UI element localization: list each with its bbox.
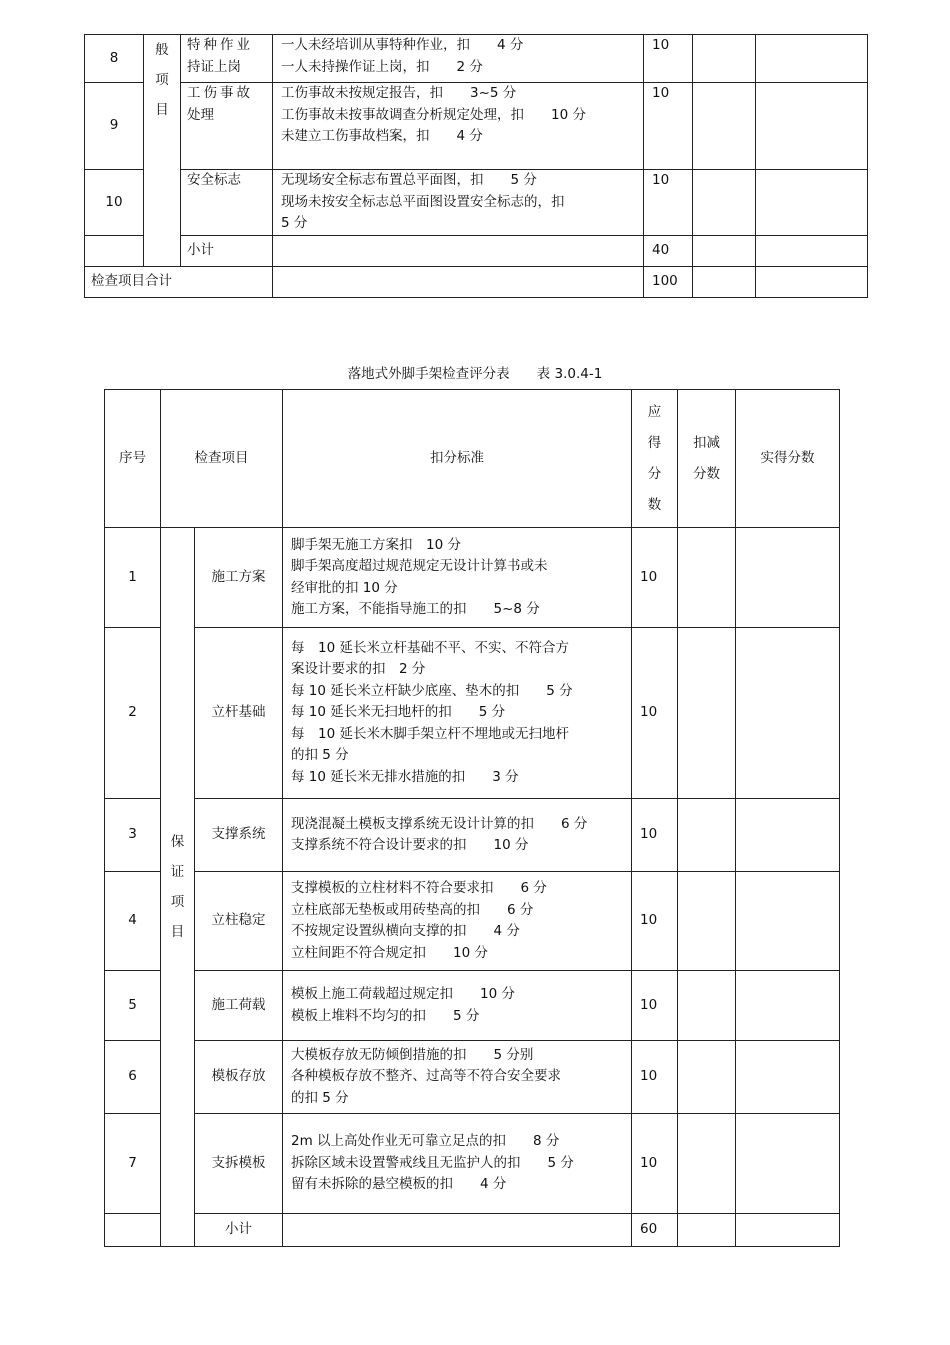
criteria-line: 无现场安全标志布置总平面图，扣 5 分 xyxy=(281,172,537,188)
row-number: 8 xyxy=(85,35,144,83)
full-score: 10 xyxy=(632,872,678,971)
item-name: 施工方案 xyxy=(195,528,283,628)
criteria-line: 未建立工伤事故档案，扣 4 分 xyxy=(281,128,483,144)
full-score: 10 xyxy=(632,799,678,872)
criteria-line: 支撑模板的立柱材料不符合要求扣 6 分 xyxy=(291,880,547,896)
deduction-criteria xyxy=(283,628,632,799)
subtotal-label: 小计 xyxy=(181,236,273,267)
full-score: 10 xyxy=(632,528,678,628)
actual-score xyxy=(736,1214,840,1247)
deduction-criteria xyxy=(273,267,644,298)
deduction-criteria xyxy=(283,971,632,1041)
actual-score xyxy=(756,267,868,298)
deducted-score xyxy=(678,872,736,971)
header-full-score xyxy=(632,390,678,528)
row-number: 9 xyxy=(85,83,144,170)
deduction-criteria xyxy=(273,35,644,83)
deducted-score xyxy=(678,971,736,1041)
deducted-score xyxy=(693,83,756,170)
actual-score xyxy=(736,1114,840,1214)
general-items-table xyxy=(84,34,868,298)
item-line: 处理 xyxy=(187,106,214,123)
header-item: 检查项目 xyxy=(161,390,283,528)
full-score: 10 xyxy=(644,170,693,236)
header-line: 扣减 xyxy=(693,434,720,451)
row-number xyxy=(105,1214,161,1247)
table-row xyxy=(105,971,840,1041)
category-char: 般 xyxy=(155,42,169,58)
criteria-line: 的扣 5 分 xyxy=(291,747,349,764)
item-name: 施工荷载 xyxy=(195,971,283,1041)
table-row xyxy=(85,170,868,236)
deduction-criteria xyxy=(273,83,644,170)
deducted-score xyxy=(678,799,736,872)
criteria-line: 现场未按安全标志总平面图设置安全标志的，扣 xyxy=(281,193,565,210)
item-name: 立柱稳定 xyxy=(195,872,283,971)
total-score: 100 xyxy=(644,267,693,298)
item-line: 安全标志 xyxy=(187,172,241,188)
criteria-line: 现浇混凝土模板支撑系统无设计计算的扣 6 分 xyxy=(291,815,588,832)
table-row xyxy=(105,799,840,872)
deducted-score xyxy=(678,628,736,799)
item-line: 工伤事故 xyxy=(187,85,253,101)
item-name xyxy=(181,170,273,236)
criteria-line: 施工方案，不能指导施工的扣 5~8 分 xyxy=(291,601,540,617)
actual-score xyxy=(736,971,840,1041)
category-char: 项 xyxy=(155,72,169,88)
category-char: 目 xyxy=(170,924,185,940)
criteria-line: 经审批的扣 10 分 xyxy=(291,579,398,596)
category-char: 保 xyxy=(170,834,185,850)
table-row xyxy=(85,83,868,170)
deduction-criteria xyxy=(283,1214,632,1247)
table-row xyxy=(85,35,868,83)
deduction-criteria xyxy=(283,799,632,872)
deducted-score xyxy=(678,1041,736,1114)
criteria-line: 不按规定设置纵横向支撑的扣 4 分 xyxy=(291,923,520,939)
criteria-line: 一人未经培训从事特种作业，扣 4 分 xyxy=(281,37,524,53)
actual-score xyxy=(736,1041,840,1114)
criteria-line: 支撑系统不符合设计要求的扣 10 分 xyxy=(291,837,529,853)
table-title: 落地式外脚手架检查评分表 表 3.0.4-1 xyxy=(347,366,603,382)
header-row xyxy=(105,390,840,528)
criteria-line: 脚手架无施工方案扣 10 分 xyxy=(291,536,461,553)
row-number: 4 xyxy=(105,872,161,971)
row-number: 7 xyxy=(105,1114,161,1214)
deduction-criteria xyxy=(283,1114,632,1214)
criteria-line: 留有未拆除的悬空模板的扣 4 分 xyxy=(291,1176,507,1193)
criteria-line: 每 10 延长米立杆缺少底座、垫木的扣 5 分 xyxy=(291,682,573,699)
header-char: 得 xyxy=(647,434,662,451)
row-number: 6 xyxy=(105,1041,161,1114)
actual-score xyxy=(756,35,868,83)
subtotal-row xyxy=(85,236,868,267)
header-char: 分 xyxy=(647,465,662,482)
category-cell xyxy=(144,35,181,267)
header-deduct xyxy=(678,390,736,528)
subtotal-score: 40 xyxy=(644,236,693,267)
actual-score xyxy=(756,170,868,236)
subtotal-score: 60 xyxy=(632,1214,678,1247)
header-char: 应 xyxy=(647,403,662,420)
criteria-line: 脚手架高度超过规范规定无设计计算书或未 xyxy=(291,558,548,574)
item-name: 支拆模板 xyxy=(195,1114,283,1214)
item-name xyxy=(181,83,273,170)
deducted-score xyxy=(678,528,736,628)
table-row xyxy=(105,528,840,628)
subtotal-label: 小计 xyxy=(195,1214,283,1247)
subtotal-row xyxy=(105,1214,840,1247)
criteria-line: 模板上施工荷载超过规定扣 10 分 xyxy=(291,986,515,1002)
header-criteria: 扣分标准 xyxy=(283,390,632,528)
actual-score xyxy=(736,872,840,971)
criteria-line: 大模板存放无防倾倒措施的扣 5 分别 xyxy=(291,1046,534,1063)
criteria-line: 模板上堆料不均匀的扣 5 分 xyxy=(291,1007,480,1024)
actual-score xyxy=(756,236,868,267)
deduction-criteria xyxy=(283,872,632,971)
row-number: 10 xyxy=(85,170,144,236)
item-line: 持证上岗 xyxy=(187,58,241,75)
item-name xyxy=(181,35,273,83)
header-actual: 实得分数 xyxy=(736,390,840,528)
item-name: 支撑系统 xyxy=(195,799,283,872)
row-number: 2 xyxy=(105,628,161,799)
deducted-score xyxy=(678,1114,736,1214)
actual-score xyxy=(756,83,868,170)
row-number: 5 xyxy=(105,971,161,1041)
full-score: 10 xyxy=(632,1041,678,1114)
criteria-line: 案设计要求的扣 2 分 xyxy=(291,661,426,678)
criteria-line: 各种模板存放不整齐、过高等不符合安全要求 xyxy=(291,1068,561,1085)
criteria-line: 的扣 5 分 xyxy=(291,1089,349,1106)
criteria-line: 每 10 延长米立杆基础不平、不实、不符合方 xyxy=(291,639,569,656)
criteria-line: 工伤事故未按规定报告，扣 3~5 分 xyxy=(281,85,517,101)
deduction-criteria xyxy=(273,236,644,267)
deducted-score xyxy=(693,35,756,83)
row-number xyxy=(85,236,144,267)
deducted-score xyxy=(693,236,756,267)
table-row xyxy=(105,872,840,971)
actual-score xyxy=(736,799,840,872)
criteria-line: 立柱间距不符合规定扣 10 分 xyxy=(291,944,488,961)
criteria-line: 一人未持操作证上岗，扣 2 分 xyxy=(281,58,483,75)
criteria-line: 每 10 延长米木脚手架立杆不埋地或无扫地杆 xyxy=(291,725,569,742)
category-char: 目 xyxy=(155,102,169,118)
item-name: 立杆基础 xyxy=(195,628,283,799)
deduction-criteria xyxy=(283,528,632,628)
criteria-line: 5 分 xyxy=(281,215,308,231)
header-line: 分数 xyxy=(693,465,720,482)
criteria-line: 拆除区域未设置警戒线且无监护人的扣 5 分 xyxy=(291,1154,574,1171)
header-char: 数 xyxy=(647,496,662,513)
table-row xyxy=(105,1041,840,1114)
scaffold-inspection-table xyxy=(104,389,840,1247)
item-line: 特种作业 xyxy=(187,37,253,53)
deducted-score xyxy=(693,170,756,236)
actual-score xyxy=(736,628,840,799)
criteria-line: 立柱底部无垫板或用砖垫高的扣 6 分 xyxy=(291,901,534,918)
category-char: 证 xyxy=(170,864,185,880)
item-name: 模板存放 xyxy=(195,1041,283,1114)
full-score: 10 xyxy=(632,1114,678,1214)
category-cell xyxy=(161,528,195,1247)
actual-score xyxy=(736,528,840,628)
full-score: 10 xyxy=(644,83,693,170)
row-number: 1 xyxy=(105,528,161,628)
deduction-criteria xyxy=(273,170,644,236)
total-label: 检查项目合计 xyxy=(85,267,273,298)
total-row xyxy=(85,267,868,298)
full-score: 10 xyxy=(632,971,678,1041)
row-number: 3 xyxy=(105,799,161,872)
criteria-line: 每 10 延长米无排水措施的扣 3 分 xyxy=(291,768,519,785)
criteria-line: 工伤事故未按事故调查分析规定处理，扣 10 分 xyxy=(281,106,586,123)
category-char: 项 xyxy=(170,894,185,910)
table-row xyxy=(105,1114,840,1214)
full-score: 10 xyxy=(632,628,678,799)
table-row xyxy=(105,628,840,799)
deduction-criteria xyxy=(283,1041,632,1114)
criteria-line: 每 10 延长米无扫地杆的扣 5 分 xyxy=(291,704,506,721)
full-score: 10 xyxy=(644,35,693,83)
deducted-score xyxy=(678,1214,736,1247)
criteria-line: 2m 以上高处作业无可靠立足点的扣 8 分 xyxy=(291,1133,560,1150)
deducted-score xyxy=(693,267,756,298)
header-no: 序号 xyxy=(105,390,161,528)
